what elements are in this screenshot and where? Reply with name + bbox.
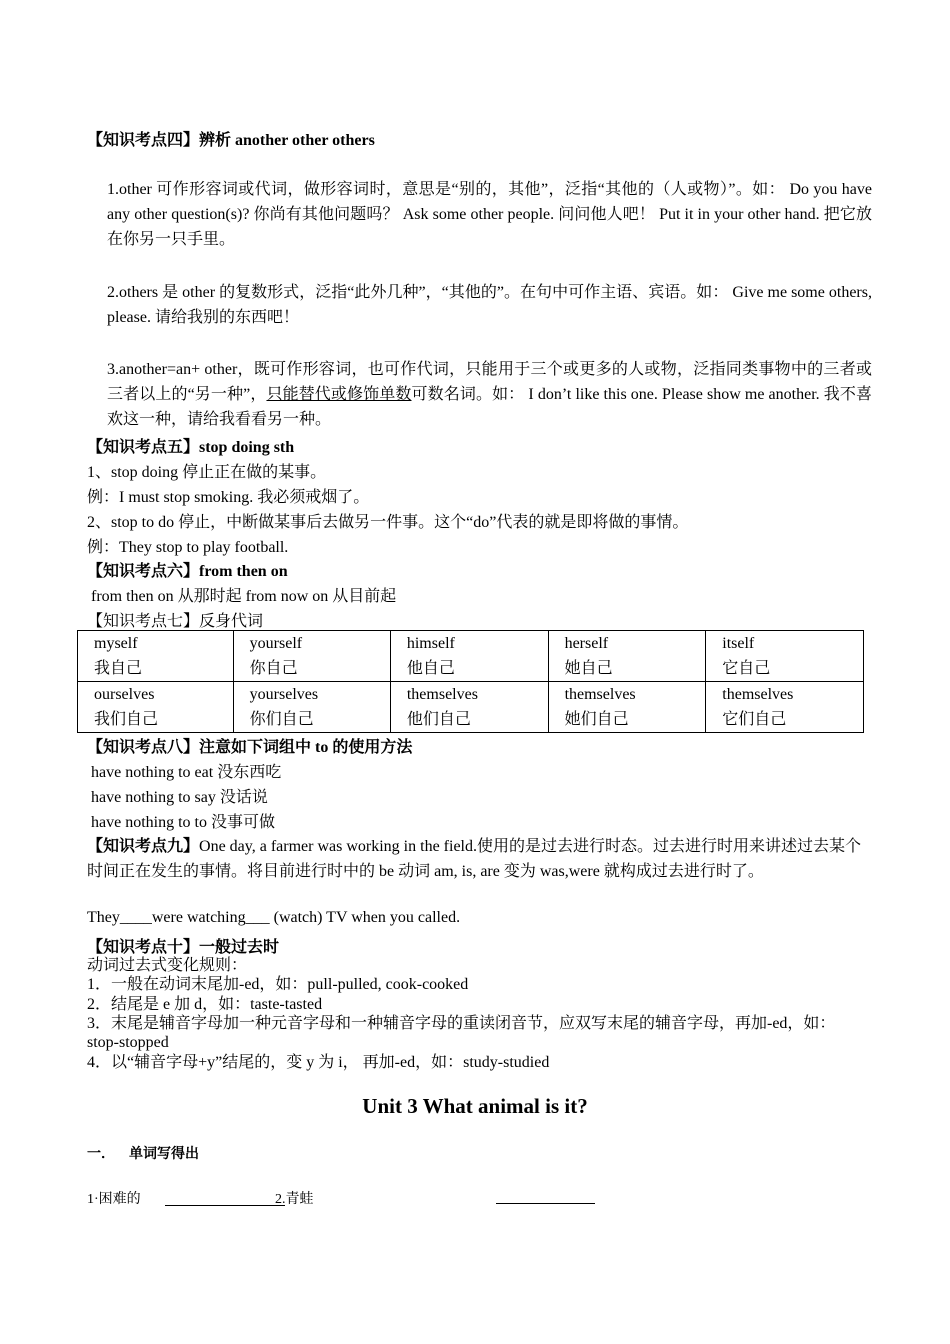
k4-paragraph-1: 1.other 可作形容词或代词，做形容词时，意思是“别的，其他”，泛指“其他的（人或物）”。如： Do you have any other question(s)? 你尚有其他问题吗？ Ask some other people. 问问他人吧！ Put it in your other hand. 把它放在你另一只手里。 — [107, 181, 872, 248]
k10-line-1: 1．一般在动词末尾加-ed，如：pull-pulled, cook-cooked — [87, 976, 469, 993]
table-cell: themselves 他们自己 — [390, 682, 548, 733]
k5-line-2: 例：I must stop smoking. 我必须戒烟了。 — [87, 489, 370, 506]
k9-heading: 【知识考点九】 — [87, 838, 200, 855]
k10-line-3: 3．末尾是辅音字母加一种元音字母和一种辅音字母的重读闭音节，应双写末尾的辅音字母，再加-ed，如：stop-stopped — [87, 1015, 836, 1051]
k8-heading: 【知识考点八】注意如下词组中 to 的使用方法 — [87, 739, 413, 756]
k5-line-4: 例：They stop to play football. — [87, 539, 289, 556]
table-row — [78, 682, 864, 733]
k10-heading: 【知识考点十】一般过去时 — [87, 939, 280, 956]
k10-line-0: 动词过去式变化规则： — [87, 957, 248, 974]
k4-heading: 【知识考点四】辨析 another other others — [87, 132, 375, 149]
k5-line-1: 1、stop doing 停止正在做的某事。 — [87, 464, 327, 481]
k8-line-2: have nothing to say 没话说 — [91, 789, 268, 806]
k10-line-2: 2．结尾是 e 加 d，如：taste-tasted — [87, 996, 323, 1013]
table-cell: myself 我自己 — [78, 631, 234, 682]
table-cell: yourself 你自己 — [233, 631, 390, 682]
table-cell: ourselves 我们自己 — [78, 682, 234, 733]
table-cell: themselves 她们自己 — [548, 682, 706, 733]
underlined-phrase: 只能替代或修饰单数 — [266, 386, 412, 403]
k5-line-3: 2、stop to do 停止，中断做某事后去做另一件事。这个“do”代表的就是即将做的事情。 — [87, 514, 689, 531]
k9-paragraph: 【知识考点九】One day, a farmer was working in the field.使用的是过去进行时态。过去进行时用来讲述过去某个时间正在发生的事情。将目前进行时中的 be 动词 am, is, are 变为 was,were 就构成过去进行时了。 — [87, 838, 861, 880]
question-1-label: 1·困难的 — [87, 1192, 141, 1207]
k8-line-1: have nothing to eat 没东西吃 — [91, 764, 282, 781]
k8-line-3: have nothing to to 没事可做 — [91, 814, 275, 831]
table-cell: himself 他自己 — [390, 631, 548, 682]
table-cell: itself 它自己 — [706, 631, 864, 682]
k10-line-4: 4．以“辅音字母+y”结尾的，变 y 为 i， 再加-ed，如：study-studied — [87, 1054, 550, 1071]
answer-blank-2[interactable] — [496, 1203, 595, 1204]
unit-title: Unit 3 What animal is it? — [362, 1094, 588, 1118]
k4-paragraph-2: 2.others 是 other 的复数形式，泛指“此外几种”，“其他的”。在句中可作主语、宾语。如： Give me some others, please. 请给我别的东西吧！ — [107, 284, 872, 326]
table-cell: yourselves 你们自己 — [233, 682, 390, 733]
table-row — [78, 631, 864, 682]
k4-paragraph-3: 3.another=an+ other，既可作形容词，也可作代词，只能用于三个或更多的人或物，泛指同类事物中的三者或三者以上的“另一种”，只能替代或修饰单数可数名词。如： I don’t like this one. Please show me another. 我不喜欢这一种，请给我看看另一种。 — [107, 361, 872, 428]
answer-blank-1[interactable] — [165, 1205, 285, 1206]
k7-heading: 【知识考点七】反身代词 — [87, 613, 264, 630]
k9-example: They____were watching___ (watch) TV when you called. — [87, 909, 461, 926]
table-cell: themselves 它们自己 — [706, 682, 864, 733]
question-2-label: 2.青蛙 — [275, 1192, 314, 1207]
k6-line-1: from then on 从那时起 from now on 从目前起 — [91, 588, 397, 605]
k5-heading: 【知识考点五】stop doing sth — [87, 439, 295, 456]
table-cell: herself 她自己 — [548, 631, 706, 682]
reflexive-pronoun-table — [77, 630, 864, 733]
k6-heading: 【知识考点六】from then on — [87, 563, 288, 580]
section-heading: 一． 单词写得出 — [87, 1147, 199, 1162]
